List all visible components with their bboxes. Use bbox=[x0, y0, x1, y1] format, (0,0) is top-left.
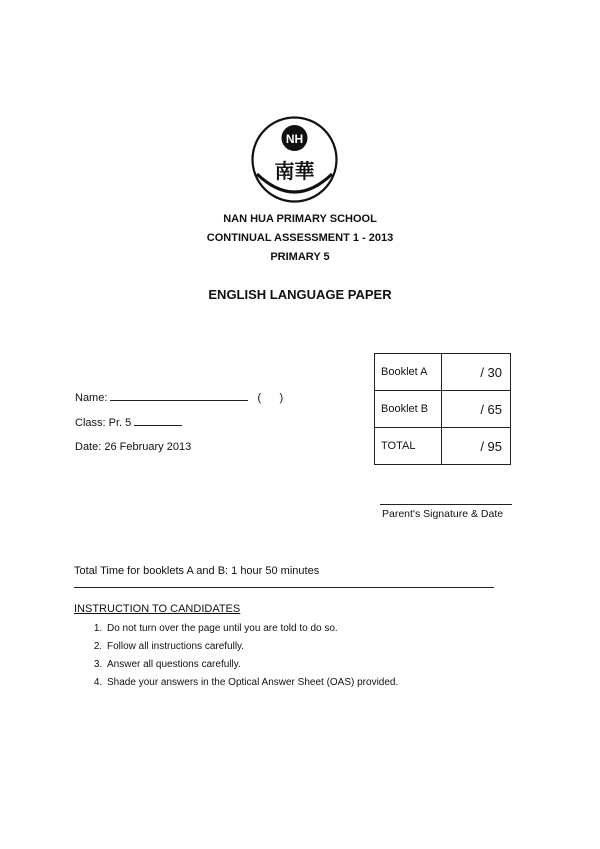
marks-label: Booklet A bbox=[375, 354, 442, 391]
marks-value: / 30 bbox=[442, 354, 511, 391]
table-row bbox=[375, 354, 511, 391]
name-label: Name: bbox=[75, 392, 108, 404]
marks-value: / 65 bbox=[442, 391, 511, 428]
list-item: 4. Shade your answers in the Optical Answer Sheet (OAS) provided. bbox=[105, 674, 398, 692]
table-row bbox=[375, 428, 511, 465]
marks-label: TOTAL bbox=[375, 428, 442, 465]
marks-label: Booklet B bbox=[375, 391, 442, 428]
marks-table bbox=[374, 353, 511, 465]
paper-title: ENGLISH LANGUAGE PAPER bbox=[208, 287, 392, 302]
name-blank bbox=[110, 391, 248, 401]
date-field: Date: 26 February 2013 bbox=[75, 441, 192, 453]
register-number-brackets: ( ) bbox=[257, 392, 284, 404]
class-label: Class: Pr. 5 bbox=[75, 417, 132, 429]
list-item: 1. Do not turn over the page until you are told to do so. bbox=[105, 620, 398, 638]
instructions-heading: INSTRUCTION TO CANDIDATES bbox=[74, 603, 241, 615]
list-item: 2. Follow all instructions carefully. bbox=[105, 638, 398, 656]
logo-initials: NH bbox=[285, 132, 304, 146]
school-logo bbox=[249, 114, 340, 205]
divider bbox=[74, 587, 494, 588]
class-blank bbox=[134, 416, 182, 426]
level: PRIMARY 5 bbox=[270, 251, 330, 263]
marks-value: / 95 bbox=[442, 428, 511, 465]
logo-chinese-name: 南華 bbox=[274, 159, 315, 183]
name-field bbox=[75, 391, 283, 404]
class-field bbox=[75, 416, 182, 429]
school-name: NAN HUA PRIMARY SCHOOL bbox=[223, 213, 377, 225]
signature-line bbox=[380, 504, 512, 505]
table-row bbox=[375, 391, 511, 428]
instructions-list bbox=[74, 620, 398, 692]
list-item: 3. Answer all questions carefully. bbox=[105, 656, 398, 674]
assessment-title: CONTINUAL ASSESSMENT 1 - 2013 bbox=[206, 232, 394, 244]
total-time: Total Time for booklets A and B: 1 hour 50 minutes bbox=[74, 565, 320, 577]
signature-label: Parent's Signature & Date bbox=[382, 508, 504, 520]
